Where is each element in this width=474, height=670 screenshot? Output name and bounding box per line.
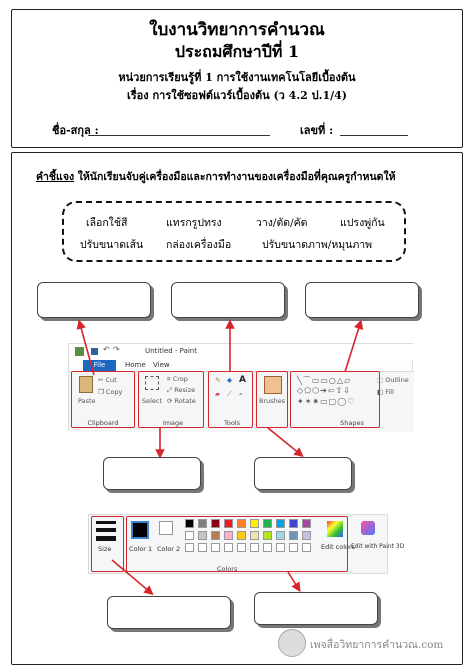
save-icon[interactable] bbox=[91, 348, 98, 355]
paint-app-icon bbox=[75, 347, 84, 356]
size-label[interactable]: Size bbox=[98, 545, 112, 553]
answer-box-image[interactable] bbox=[103, 457, 201, 490]
word-item: กล่องเครื่องมือ bbox=[166, 239, 232, 251]
fill-label: Fill bbox=[385, 388, 394, 396]
worksheet-title: ใบงานวิทยาการคำนวณ bbox=[149, 20, 325, 40]
answer-box-shapes[interactable] bbox=[305, 282, 419, 318]
redo-icon[interactable]: ↷ bbox=[113, 345, 120, 354]
number-field[interactable] bbox=[340, 135, 408, 136]
name-label: ชื่อ-สกุล : bbox=[52, 124, 99, 137]
answer-box-clipboard[interactable] bbox=[37, 282, 151, 318]
word-item: เลือกใช้สี bbox=[86, 217, 128, 229]
rotate-label: Rotate bbox=[174, 397, 196, 405]
edit-colors-label[interactable]: Edit colors bbox=[321, 543, 356, 551]
select-label[interactable]: Select bbox=[142, 397, 163, 405]
pencil-icon[interactable]: ✎ bbox=[215, 376, 221, 384]
quick-access-bar bbox=[69, 344, 414, 360]
copy-button[interactable]: ❐ Copy bbox=[98, 388, 123, 396]
eraser-icon[interactable]: ▰ bbox=[215, 390, 220, 398]
outline-label: Outline bbox=[385, 376, 409, 384]
footer bbox=[274, 629, 460, 659]
word-item: แปรงพู่กัน bbox=[340, 217, 385, 229]
tab-home[interactable]: Home bbox=[125, 361, 146, 369]
word-item: แทรกรูปทรง bbox=[166, 217, 222, 229]
grade-level: ประถมศึกษาปีที่ 1 bbox=[174, 42, 300, 61]
copy-label: Copy bbox=[105, 388, 123, 396]
word-item: ปรับขนาดเส้น bbox=[80, 239, 144, 251]
shapes-row-icon[interactable]: ╲⌒▭▭○△▱ bbox=[297, 376, 352, 385]
answer-box-tools[interactable] bbox=[171, 282, 285, 318]
answer-box-colors[interactable] bbox=[254, 592, 378, 625]
outline-button[interactable]: ⬚ Outline bbox=[377, 376, 409, 384]
instruction-lead: คำชี้แจง bbox=[36, 171, 75, 183]
instruction bbox=[36, 168, 396, 185]
highlight-brushes bbox=[256, 371, 288, 428]
cut-label: Cut bbox=[105, 376, 117, 384]
picker-icon[interactable]: ⟋ bbox=[227, 390, 232, 398]
word-item: ปรับขนาดภาพ/หมุนภาพ bbox=[262, 239, 373, 251]
tab-file[interactable]: File bbox=[83, 360, 116, 371]
shapes-group-label: Shapes bbox=[340, 419, 364, 427]
window-title: Untitled - Paint bbox=[145, 347, 197, 355]
instruction-text: ให้นักเรียนจับคู่เครื่องมือและการทำงานของเครื่องมือที่คุณครูกำหนดให้ bbox=[74, 171, 396, 183]
number-label: เลขที่ : bbox=[300, 124, 334, 137]
owl-logo bbox=[278, 629, 306, 657]
highlight-shapes bbox=[290, 371, 380, 428]
magnifier-icon[interactable]: ⌕ bbox=[239, 390, 243, 398]
crop-label: Crop bbox=[172, 375, 188, 383]
shapes-row-icon[interactable]: ◇⬠⬡➔⇦⇧⇩ bbox=[297, 386, 351, 395]
text-icon[interactable]: A bbox=[239, 375, 246, 385]
tab-view[interactable]: View bbox=[153, 361, 170, 369]
undo-icon[interactable]: ↶ bbox=[103, 345, 110, 354]
crop-button[interactable]: ⌗ Crop bbox=[167, 375, 188, 383]
topic-title: เรื่อง การใช้ซอฟต์แวร์เบื้องต้น (ว 4.2 ป.1/4) bbox=[127, 89, 347, 102]
highlight-size bbox=[91, 516, 124, 572]
highlight-clipboard bbox=[71, 371, 135, 428]
rotate-button[interactable]: ⟳ Rotate bbox=[167, 397, 196, 405]
unit-title: หน่วยการเรียนรู้ที่ 1 การใช้งานเทคโนโลยีเบื้องต้น bbox=[118, 71, 356, 84]
clipboard-group-label: Clipboard bbox=[87, 419, 119, 427]
paint3d-icon[interactable] bbox=[361, 521, 375, 535]
brushes-label[interactable]: Brushes bbox=[259, 397, 286, 405]
resize-button[interactable]: ⤢ Resize bbox=[167, 386, 196, 394]
image-group-label: Image bbox=[162, 419, 184, 427]
highlight-colors bbox=[126, 516, 348, 572]
color2-label[interactable]: Color 2 bbox=[157, 545, 181, 553]
tools-group-label: Tools bbox=[223, 419, 240, 427]
cut-button[interactable]: ✂ Cut bbox=[98, 376, 117, 384]
paste-label[interactable]: Paste bbox=[78, 397, 96, 405]
color1-label[interactable]: Color 1 bbox=[129, 545, 153, 553]
shapes-row-icon[interactable]: ✦✶✷▭▢◯♡ bbox=[297, 397, 356, 406]
resize-label: Resize bbox=[174, 386, 196, 394]
answer-box-brushes[interactable] bbox=[254, 457, 352, 490]
footer-text: เพจสื่อวิทยาการคำนวณ.com bbox=[310, 639, 444, 651]
fill-button[interactable]: ◧ Fill bbox=[377, 388, 394, 396]
name-field[interactable] bbox=[88, 135, 270, 136]
fill-icon[interactable]: ◆ bbox=[227, 376, 232, 384]
answer-box-size[interactable] bbox=[107, 596, 231, 629]
edit-3d-label[interactable]: Edit with Paint 3D bbox=[351, 543, 405, 550]
colors-group-label: Colors bbox=[217, 565, 238, 573]
word-item: วาง/ตัด/คัด bbox=[256, 217, 308, 229]
highlight-image bbox=[138, 371, 204, 428]
highlight-tools bbox=[208, 371, 253, 428]
